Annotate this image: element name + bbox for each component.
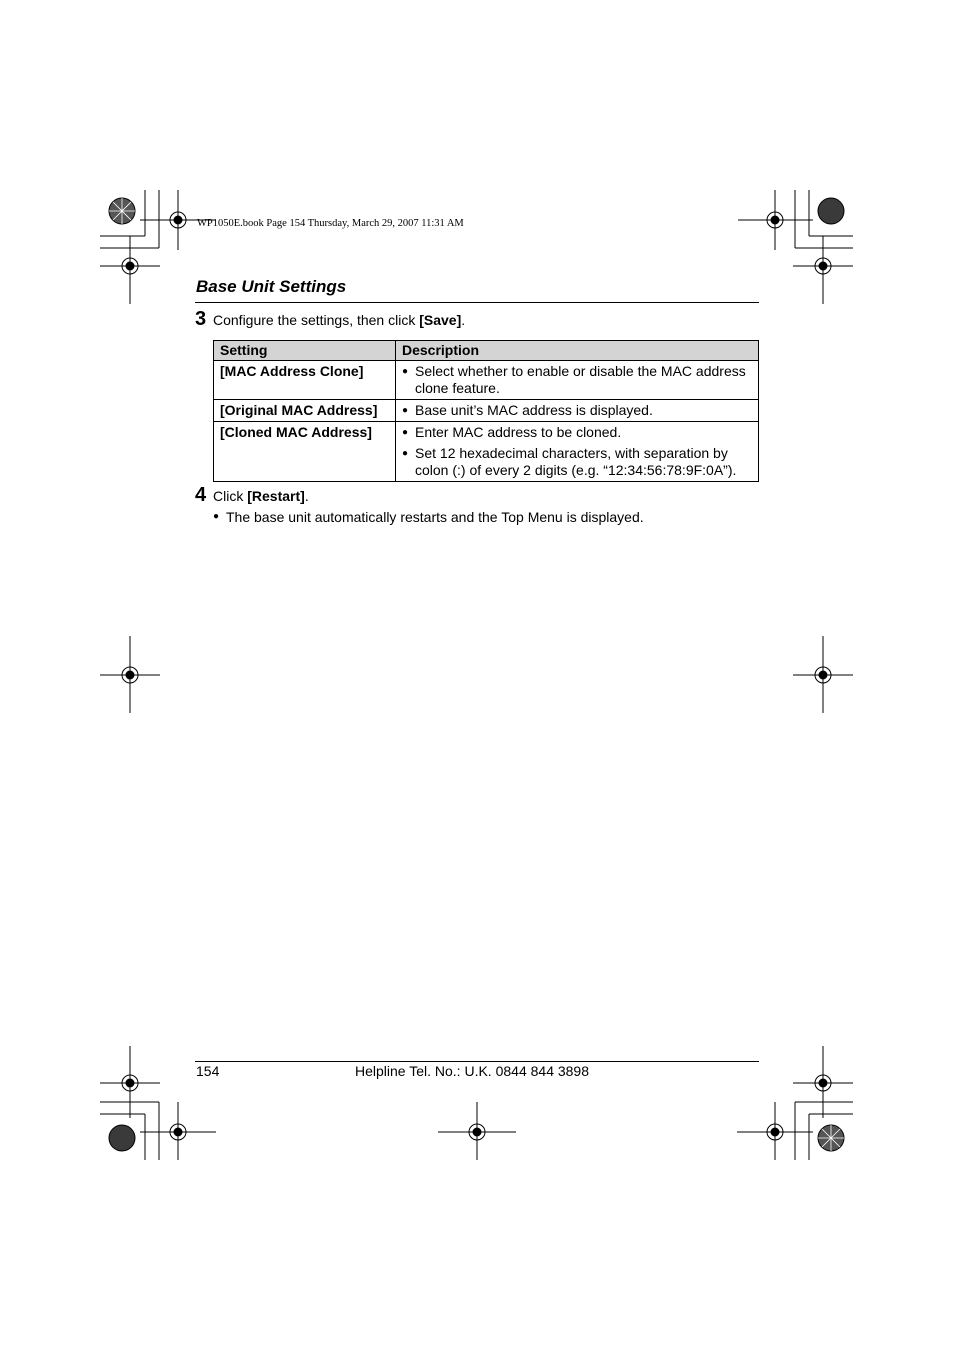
registration-target-icon bbox=[140, 1102, 216, 1160]
step-3-text bbox=[213, 312, 465, 328]
registration-target-icon bbox=[100, 236, 160, 304]
step-text-lead: Configure the settings, then click bbox=[213, 312, 420, 328]
column-header-setting: Setting bbox=[214, 341, 396, 361]
description-bullet: ● Base unit’s MAC address is displayed. bbox=[402, 402, 752, 419]
step-text-tail: . bbox=[461, 312, 466, 328]
step-text-lead: Click bbox=[213, 488, 248, 504]
registration-target-icon bbox=[793, 636, 853, 713]
step-text-tail: . bbox=[304, 488, 309, 504]
density-target-icon bbox=[818, 198, 844, 224]
setting-name: [Cloned MAC Address] bbox=[214, 422, 396, 482]
title-rule bbox=[195, 302, 759, 303]
registration-target-icon bbox=[793, 1046, 853, 1118]
table-row bbox=[214, 400, 759, 422]
step-4-text bbox=[213, 488, 309, 504]
registration-target-icon bbox=[737, 1102, 813, 1160]
registration-target-icon bbox=[793, 236, 853, 304]
setting-description bbox=[396, 361, 759, 400]
step-4-bullet: ● The base unit automatically restarts and the Top Menu is displayed. bbox=[213, 509, 954, 525]
description-bullet: ● Select whether to enable or disable the MAC address clone feature. bbox=[402, 363, 752, 397]
table-row bbox=[214, 361, 759, 400]
restart-keyword: [Restart] bbox=[247, 488, 305, 504]
table-header-row bbox=[214, 341, 759, 361]
density-target-icon bbox=[109, 1125, 135, 1151]
setting-name: [Original MAC Address] bbox=[214, 400, 396, 422]
table-row bbox=[214, 422, 759, 482]
step-number: 3 bbox=[195, 308, 207, 330]
registration-target-icon bbox=[738, 190, 813, 250]
setting-description bbox=[396, 400, 759, 422]
description-bullet: ● Enter MAC address to be cloned. bbox=[402, 424, 752, 441]
registration-target-icon bbox=[100, 636, 160, 713]
save-keyword: [Save] bbox=[419, 312, 462, 328]
helpline-text: Helpline Tel. No.: U.K. 0844 844 3898 bbox=[355, 1063, 590, 1079]
settings-table bbox=[213, 340, 759, 482]
page-number: 154 bbox=[196, 1063, 220, 1079]
step-number: 4 bbox=[195, 484, 207, 506]
setting-name: [MAC Address Clone] bbox=[214, 361, 396, 400]
section-title: Base Unit Settings bbox=[196, 277, 347, 296]
star-target-icon bbox=[109, 198, 135, 224]
star-target-icon bbox=[818, 1125, 844, 1151]
registration-target-icon bbox=[438, 1102, 516, 1160]
footer-rule bbox=[195, 1061, 759, 1062]
column-header-description: Description bbox=[396, 341, 759, 361]
registration-target-icon bbox=[100, 1046, 160, 1118]
print-header: WP1050E.book Page 154 Thursday, March 29, 2007 11:31 AM bbox=[197, 218, 464, 229]
setting-description bbox=[396, 422, 759, 482]
description-bullet: ● Set 12 hexadecimal characters, with separation by colon (:) of every 2 digits (e.g. “12:34:56:78:9F:0A”). bbox=[402, 445, 752, 479]
